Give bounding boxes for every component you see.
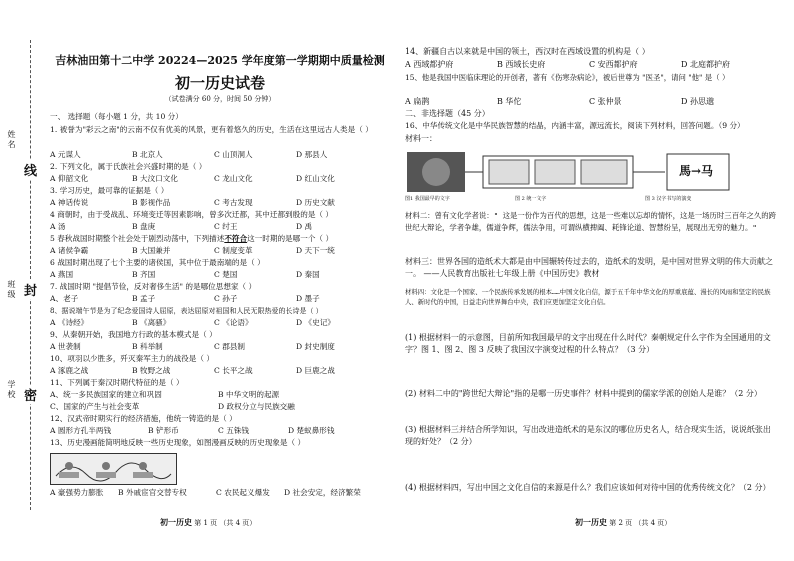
option[interactable]: D 那县人	[296, 150, 328, 159]
option[interactable]: A、老子	[50, 294, 79, 303]
option[interactable]: D 墨子	[296, 294, 320, 303]
material4-text: 材料四：文化是一个国家、一个民族传承发展的根本……中国文化自信，源于五千年中华文化的厚重底蕴、漫长的风雨和坚定的民族人、新时代的中国，日益走向世界舞台中央，我们应更加坚定文化自信。	[405, 288, 771, 306]
option[interactable]: B 中华文明的起源	[218, 390, 280, 399]
section2-heading: 二、非选择题（45 分）	[405, 109, 490, 118]
option[interactable]: B 牧野之战	[132, 366, 171, 375]
option[interactable]: A 豪强势力膨胀	[50, 488, 104, 497]
question-stem: 1. 被誉为"彩云之南"的云南不仅有优美的风景，更有着悠久的历史，生活在这里远古人类是（ ）	[50, 125, 373, 134]
question-stem: 3. 学习历史，最可靠的证据是（ ）	[50, 186, 169, 195]
question-options	[405, 96, 714, 107]
option[interactable]: D 巨鹿之战	[296, 366, 335, 375]
question-stem: 12、汉武帝时期实行的经济措施，他统一铸造的是（ ）	[50, 414, 237, 423]
option[interactable]: A、统一多民族国家的建立和巩固	[50, 390, 162, 399]
question-stem: 7. 战国时期 "提倡节俭，反对奢侈生活" 的是哪位思想家（ ）	[50, 282, 257, 291]
question-options	[50, 246, 335, 256]
question-options	[50, 488, 361, 498]
option[interactable]: C 考古发现	[214, 198, 253, 207]
question-options	[50, 318, 335, 328]
option[interactable]: A 西域都护府	[405, 60, 454, 69]
exam-title: 初一历史试卷	[174, 74, 265, 92]
option[interactable]: D 历史文献	[296, 198, 335, 207]
right-page	[397, 0, 794, 561]
option[interactable]: D 楚蚁鼻形钱	[288, 426, 335, 435]
option[interactable]: D 禹	[296, 222, 313, 231]
option[interactable]: C 长平之战	[214, 366, 253, 375]
sub-question-2: (2) 材料二中的"跨世纪大辩论"指的是哪一历史事件？材料中提到的儒家学派的创始人是谁？（2 分）	[405, 389, 762, 398]
question-16-stem: 16、中华传统文化是中华民族智慧的结晶，内涵丰富，源远流长，阅读下列材料，回答问题。（9 分）	[405, 121, 745, 130]
option[interactable]: B 孟子	[132, 294, 156, 303]
binding-mark-line: 线	[24, 160, 37, 179]
question-stem: 11、下列属于秦汉时期代特征的是（ ）	[50, 378, 184, 387]
option[interactable]: C 孙子	[214, 294, 238, 303]
option[interactable]: D 政权分立与民族交融	[218, 402, 295, 411]
question-options	[50, 366, 335, 376]
option[interactable]: C 龙山文化	[214, 174, 253, 183]
option[interactable]: B 《离骚》	[132, 318, 171, 327]
class-label: 班级	[7, 280, 16, 300]
option[interactable]: A 圆形方孔半两钱	[50, 426, 112, 435]
horse-character: 馬→马	[679, 164, 714, 178]
option[interactable]: A 涿鹿之战	[50, 366, 89, 375]
option[interactable]: D 红山文化	[296, 174, 335, 183]
binding-mark-secret: 密	[24, 385, 37, 404]
option[interactable]: B 大汶口文化	[132, 174, 178, 183]
option[interactable]: B 西域长史府	[497, 60, 546, 69]
question-options	[50, 222, 312, 232]
school-title: 吉林油田第十二中学 20224—2025 学年度第一学期期中质量检测	[55, 54, 385, 67]
question-stem: 5 春秋战国时期整个社会处于剧烈动荡中，下列描述不符合这一时期的是哪一个（ ）	[50, 234, 334, 243]
option[interactable]: A 诸侯争霸	[50, 246, 89, 255]
question-options	[50, 270, 320, 280]
option[interactable]: B 科举制	[132, 342, 163, 351]
left-footer: 初一历史 第 1 页 （共 4 页）	[160, 517, 257, 527]
question-options	[50, 198, 335, 208]
material3-text: 材料三：世界各国的造纸术大都是由中国辗转传过去的，造纸术的发明，是中国对世界文明的伟大贡献之一。 ——人民教育出版社七年级上册《中国历史》教材	[405, 257, 773, 278]
option[interactable]: B 影视作品	[132, 198, 171, 207]
option[interactable]: A 神话传说	[50, 198, 89, 207]
option[interactable]: B 外戚宦官交替专权	[118, 488, 187, 497]
option[interactable]: C 《论语》	[214, 318, 253, 327]
option[interactable]: D 《史记》	[296, 318, 335, 327]
option[interactable]: A 汤	[50, 222, 66, 231]
option[interactable]: D 社会安定，经济繁荣	[284, 488, 361, 497]
question-options	[50, 426, 334, 436]
option[interactable]: C、国家的产生与社会变革	[50, 402, 140, 411]
sub-question-1: (1) 根据材料一的示意图，目前所知我国最早的文字出现在什么时代？秦朝规定什么字作为全国通用的文字？图 1、图 2、图 3 反映了我国汉字演变过程的什么特点？（3 分）	[405, 333, 771, 354]
name-label: 姓名	[7, 130, 16, 150]
section1-heading: 一、 选择题（每小题 1 分，共 10 分）	[50, 112, 183, 121]
option[interactable]: C 纣王	[214, 222, 238, 231]
question-stem: 13、历史漫画能简明地反映一些历史现象，如图漫画反映的历史现象是（ ）	[50, 438, 306, 447]
option[interactable]: C 安西都护府	[589, 60, 638, 69]
question-stem: 14、新疆自古以来就是中国的领土，西汉时在西域设置的机构是（ ）	[405, 47, 650, 56]
option[interactable]: A 扁鹊	[405, 97, 430, 106]
right-footer: 初一历史 第 2 页 （共 4 页）	[575, 517, 672, 527]
emphasis-text: 不符合	[224, 234, 248, 243]
option[interactable]: C 楚国	[214, 270, 238, 279]
question-stem: 8、据说端午节是为了纪念爱国诗人屈原，表达屈原对祖国和人民无限热爱的长诗是（ ）	[50, 307, 323, 315]
question-options	[50, 150, 327, 160]
option[interactable]: B 华佗	[497, 97, 522, 106]
question-stem: 15、他是我国中医临床理论的开创者，著有《伤寒杂病论》，被后世尊为 "医圣"，请问 "他" 是（ ）	[405, 73, 730, 82]
binding-mark-seal: 封	[24, 280, 37, 299]
question-options	[50, 294, 320, 304]
option[interactable]: B 铲形币	[148, 426, 179, 435]
material1-label: 材料一：	[405, 134, 437, 143]
option[interactable]: A 《诗经》	[50, 318, 89, 327]
question-options	[50, 174, 335, 184]
option[interactable]: D 北庭都护府	[681, 60, 730, 69]
question-stem: 10、项羽以少胜多，歼灭秦军主力的战役是（ ）	[50, 354, 214, 363]
cartoon-image	[50, 453, 177, 485]
figure-caption: 图 2 统一文字	[515, 196, 547, 202]
option[interactable]: D 秦国	[296, 270, 320, 279]
option[interactable]: A 世袭制	[50, 342, 81, 351]
option[interactable]: D 封史制度	[296, 342, 335, 351]
question-options	[50, 402, 295, 412]
option[interactable]: C 农民起义爆发	[216, 488, 270, 497]
school-label: 学校	[7, 380, 16, 400]
option[interactable]: A 燕国	[50, 270, 74, 279]
figure-caption: 图 3 汉字书写的演变	[645, 196, 692, 202]
option[interactable]: C 五铢钱	[218, 426, 250, 435]
question-stem: 4 商朝时，由于受战乱、环境变迁等因素影响，曾多次迁都，其中迁都到殷的是（ ）	[50, 210, 334, 219]
exam-note: （试卷满分 60 分，时间 50 分钟）	[164, 95, 276, 103]
figure-caption: 图1 我国最早的文字	[405, 196, 450, 202]
binding-dashed-line	[30, 40, 31, 510]
option[interactable]: B 北京人	[132, 150, 163, 159]
material2-text: 材料二：曾有文化学者说：" 这是一份作为百代的思想，这是一些难以忘却的情怀，这是一场历时三百年之久的跨世纪大辩论，学者争雄，儒道争辉，儒法争用，可谓纵横捭阖、耗锋论道、智慧纷呈，展现出无穷的魅力。"	[405, 211, 777, 232]
material1-figure	[405, 148, 735, 206]
option[interactable]: B 齐国	[132, 270, 156, 279]
option[interactable]: C 张仲景	[589, 97, 622, 106]
question-options	[405, 59, 730, 70]
sub-question-3: (3) 根据材料三并结合所学知识，写出改进造纸术的是东汉的哪位历史名人，结合现实生活，说说纸张出现的好处？（2 分）	[405, 425, 771, 446]
option[interactable]: D 孙思邈	[681, 97, 714, 106]
question-stem: 6 战国时期出现了七个主要的诸侯国，其中位于最南端的是（ ）	[50, 258, 265, 267]
option[interactable]: D 天下一统	[296, 246, 335, 255]
option[interactable]: C 制度变革	[214, 246, 253, 255]
option[interactable]: A 仰韶文化	[50, 174, 89, 183]
question-stem: 2. 下列文化，属于氏族社会兴盛时期的是（ ）	[50, 162, 207, 171]
sub-question-4: (4) 根据材料四，写出中国之文化自信的来源是什么？我们应该如何对待中国的优秀传统文化？（2 分）	[405, 483, 771, 492]
binding-margin	[0, 0, 38, 561]
option[interactable]: B 大国兼并	[132, 246, 171, 255]
question-options	[50, 390, 279, 400]
question-options	[50, 342, 335, 352]
option[interactable]: C 山顶洞人	[214, 150, 253, 159]
option[interactable]: A 元谋人	[50, 150, 81, 159]
option[interactable]: B 盘庚	[132, 222, 156, 231]
option[interactable]: C 郡县制	[214, 342, 246, 351]
question-stem: 9、从秦朝开始，我国地方行政的基本模式是（ ）	[50, 330, 217, 339]
